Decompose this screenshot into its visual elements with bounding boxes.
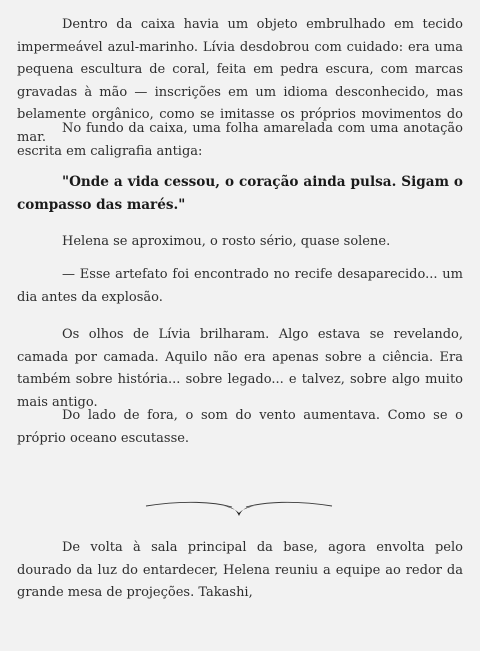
ornamental-divider-icon [144, 496, 334, 520]
paragraph-2 [17, 118, 463, 163]
paragraph-4-text: Helena se aproximou, o rosto sério, quase solene. [62, 234, 391, 249]
dialogue-paragraph [17, 264, 463, 309]
paragraph-6 [17, 324, 463, 414]
paragraph-6-text: Os olhos de Lívia brilharam. Algo estava se revelando, camada por camada. Aquilo não era apenas sobre a ciência. Era também sobre história... sobre legado... e talvez, sobre algo muito mais antigo. [17, 327, 463, 410]
paragraph-8-text: De volta à sala principal da base, agora envolta pelo dourado da luz do entardecer, Helena reuniu a equipe ao redor da grande mesa de projeções. Takashi, [17, 540, 463, 600]
dialogue-paragraph-text: — Esse artefato foi encontrado no recife desaparecido... um dia antes da explosão. [17, 267, 463, 305]
paragraph-2-text: No fundo da caixa, uma folha amarelada com uma anotação escrita em caligrafia antiga: [17, 121, 463, 159]
quoted-inscription [17, 171, 463, 216]
paragraph-4 [17, 231, 463, 254]
paragraph-1-text: Dentro da caixa havia um objeto embrulhado em tecido impermeável azul-marinho. Lívia desdobrou com cuidado: era uma pequena escultura de coral, feita em pedra escura, com marcas gravadas à mão — inscrições em um idioma desconhecido, mas belamente orgânico, como se imitasse os próprios movimentos do mar. [17, 17, 463, 145]
paragraph-8 [17, 537, 463, 605]
paragraph-7 [17, 405, 463, 450]
paragraph-7-text: Do lado de fora, o som do vento aumentava. Como se o próprio oceano escutasse. [17, 408, 463, 446]
quoted-inscription-text: "Onde a vida cessou, o coração ainda pulsa. Sigam o compasso das marés." [17, 174, 463, 213]
